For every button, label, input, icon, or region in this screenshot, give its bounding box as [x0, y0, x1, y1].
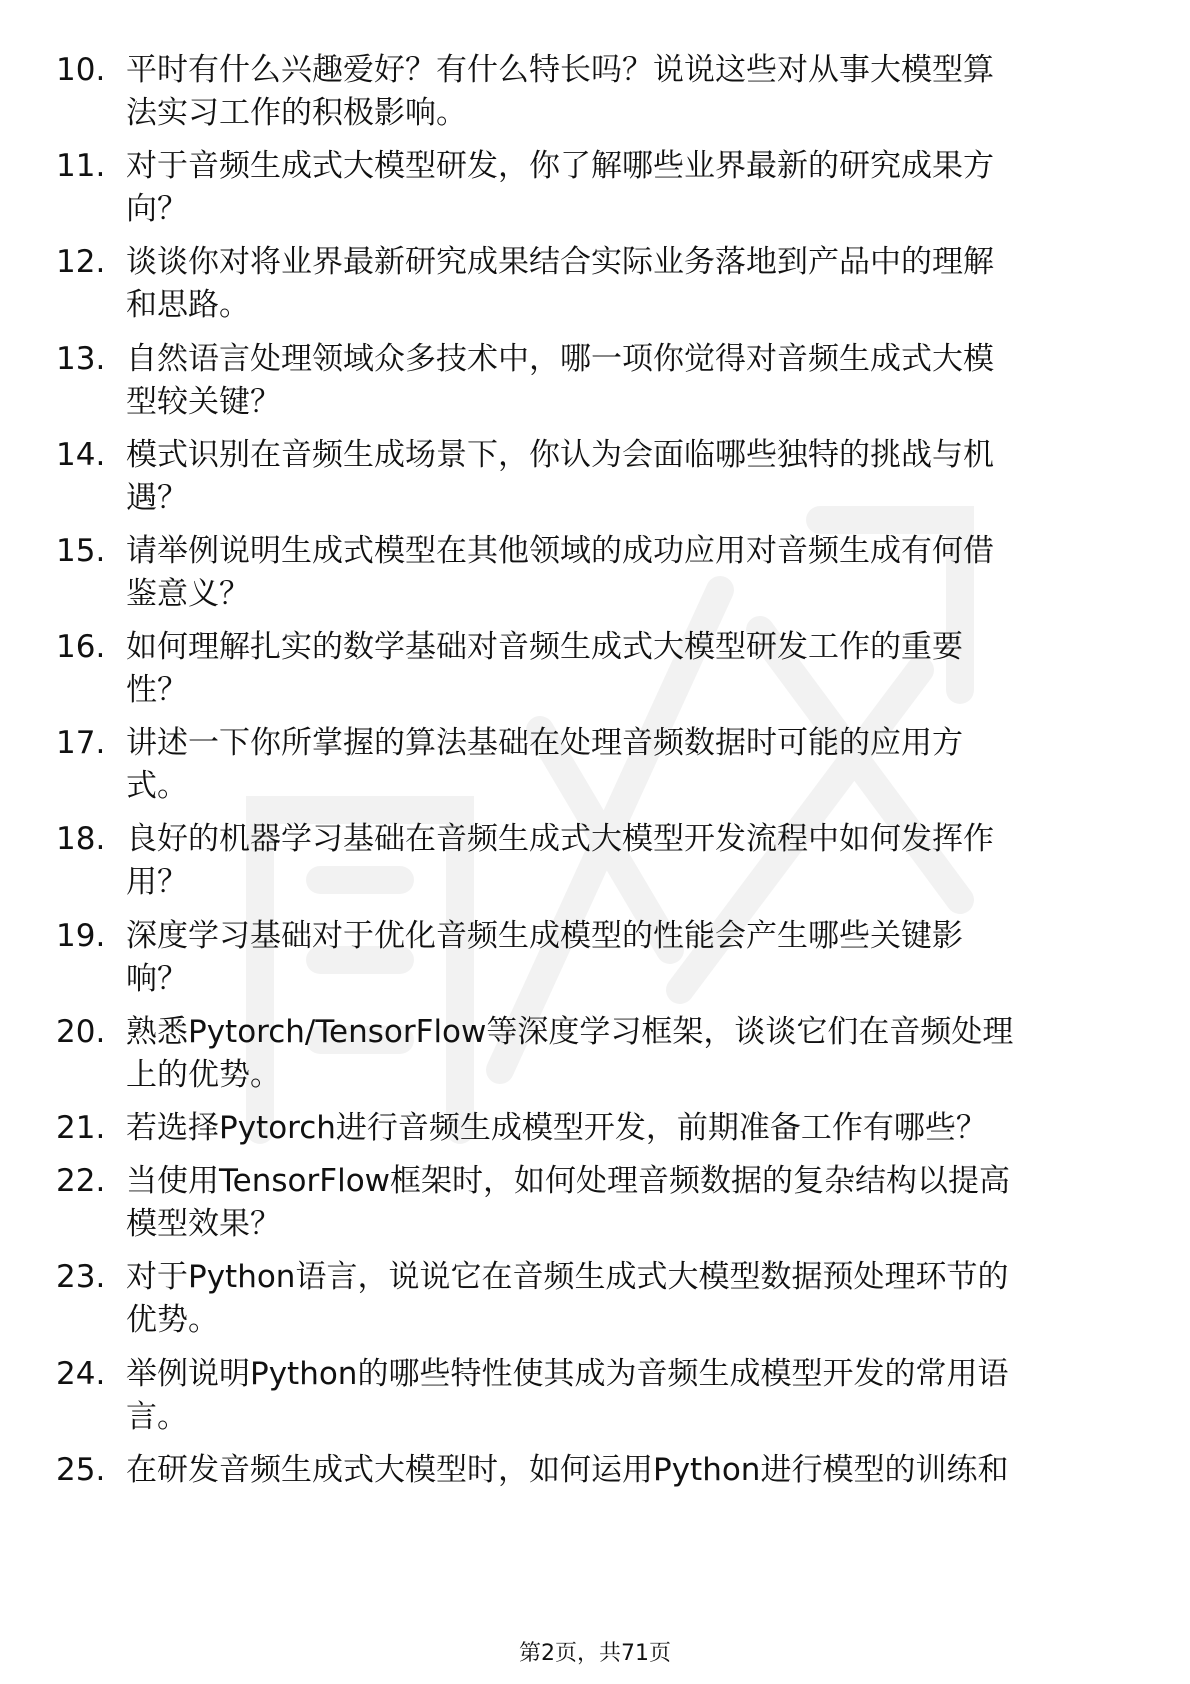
question-line: 模式识别在音频生成场景下，你认为会面临哪些独特的挑战与机 — [126, 437, 994, 473]
question-text — [126, 1256, 1126, 1342]
question-text — [126, 1160, 1126, 1246]
question-text — [126, 530, 1126, 616]
question-line: 性？ — [126, 672, 188, 708]
question-line: 当使用TensorFlow框架时，如何处理音频数据的复杂结构以提高 — [126, 1163, 1011, 1199]
question-line: 如何理解扎实的数学基础对音频生成式大模型研发工作的重要 — [126, 629, 963, 665]
question-text — [126, 338, 1126, 424]
question-line: 法实习工作的积极影响。 — [126, 95, 467, 131]
question-text — [126, 241, 1126, 327]
question-line: 深度学习基础对于优化音频生成模型的性能会产生哪些关键影 — [126, 918, 963, 954]
question-line: 型较关键？ — [126, 384, 281, 420]
question-number: 17. — [56, 725, 106, 761]
question-number: 20. — [56, 1014, 106, 1050]
question-text — [126, 49, 1126, 135]
question-number: 15. — [56, 533, 106, 569]
question-line: 言。 — [126, 1399, 188, 1435]
page-number: 第2页，共71页 — [519, 1641, 671, 1666]
question-line: 优势。 — [126, 1302, 219, 1338]
question-line: 自然语言处理领域众多技术中，哪一项你觉得对音频生成式大模 — [126, 341, 994, 377]
question-line: 对于Python语言，说说它在音频生成式大模型数据预处理环节的 — [126, 1259, 1009, 1295]
question-number: 10. — [56, 52, 106, 88]
question-text — [126, 626, 1126, 712]
question-text — [126, 818, 1126, 904]
question-number: 19. — [56, 918, 106, 954]
question-line: 模型效果？ — [126, 1206, 281, 1242]
question-line: 对于音频生成式大模型研发，你了解哪些业界最新的研究成果方 — [126, 148, 994, 184]
question-line: 良好的机器学习基础在音频生成式大模型开发流程中如何发挥作 — [126, 821, 994, 857]
question-number: 12. — [56, 244, 106, 280]
question-line: 遇？ — [126, 480, 188, 516]
question-line: 响？ — [126, 961, 188, 997]
question-number: 16. — [56, 629, 106, 665]
question-line: 在研发音频生成式大模型时，如何运用Python进行模型的训练和 — [126, 1452, 1009, 1488]
question-line: 平时有什么兴趣爱好？有什么特长吗？说说这些对从事大模型算 — [126, 52, 994, 88]
question-number: 11. — [56, 148, 106, 184]
question-line: 用？ — [126, 864, 188, 900]
question-text — [126, 434, 1126, 520]
question-number: 22. — [56, 1163, 106, 1199]
question-line: 上的优势。 — [126, 1057, 281, 1093]
question-text — [126, 915, 1126, 1001]
question-line: 请举例说明生成式模型在其他领域的成功应用对音频生成有何借 — [126, 533, 994, 569]
question-line: 向？ — [126, 191, 188, 227]
question-number: 24. — [56, 1356, 106, 1392]
question-number: 21. — [56, 1110, 106, 1146]
question-number: 18. — [56, 821, 106, 857]
question-line: 举例说明Python的哪些特性使其成为音频生成模型开发的常用语 — [126, 1356, 1009, 1392]
question-text — [126, 1011, 1126, 1097]
question-line: 鉴意义？ — [126, 576, 250, 612]
question-line: 熟悉Pytorch/TensorFlow等深度学习框架，谈谈它们在音频处理 — [126, 1014, 1014, 1050]
question-line: 谈谈你对将业界最新研究成果结合实际业务落地到产品中的理解 — [126, 244, 994, 280]
question-line: 若选择Pytorch进行音频生成模型开发，前期准备工作有哪些？ — [126, 1110, 987, 1146]
question-line: 讲述一下你所掌握的算法基础在处理音频数据时可能的应用方 — [126, 725, 963, 761]
question-text — [126, 722, 1126, 808]
question-number: 25. — [56, 1452, 106, 1488]
question-line: 和思路。 — [126, 287, 250, 323]
question-text — [126, 145, 1126, 231]
question-text — [126, 1107, 1126, 1150]
question-text — [126, 1353, 1126, 1439]
question-number: 13. — [56, 341, 106, 377]
question-number: 14. — [56, 437, 106, 473]
question-line: 式。 — [126, 768, 188, 804]
question-text — [126, 1449, 1126, 1492]
question-number: 23. — [56, 1259, 106, 1295]
